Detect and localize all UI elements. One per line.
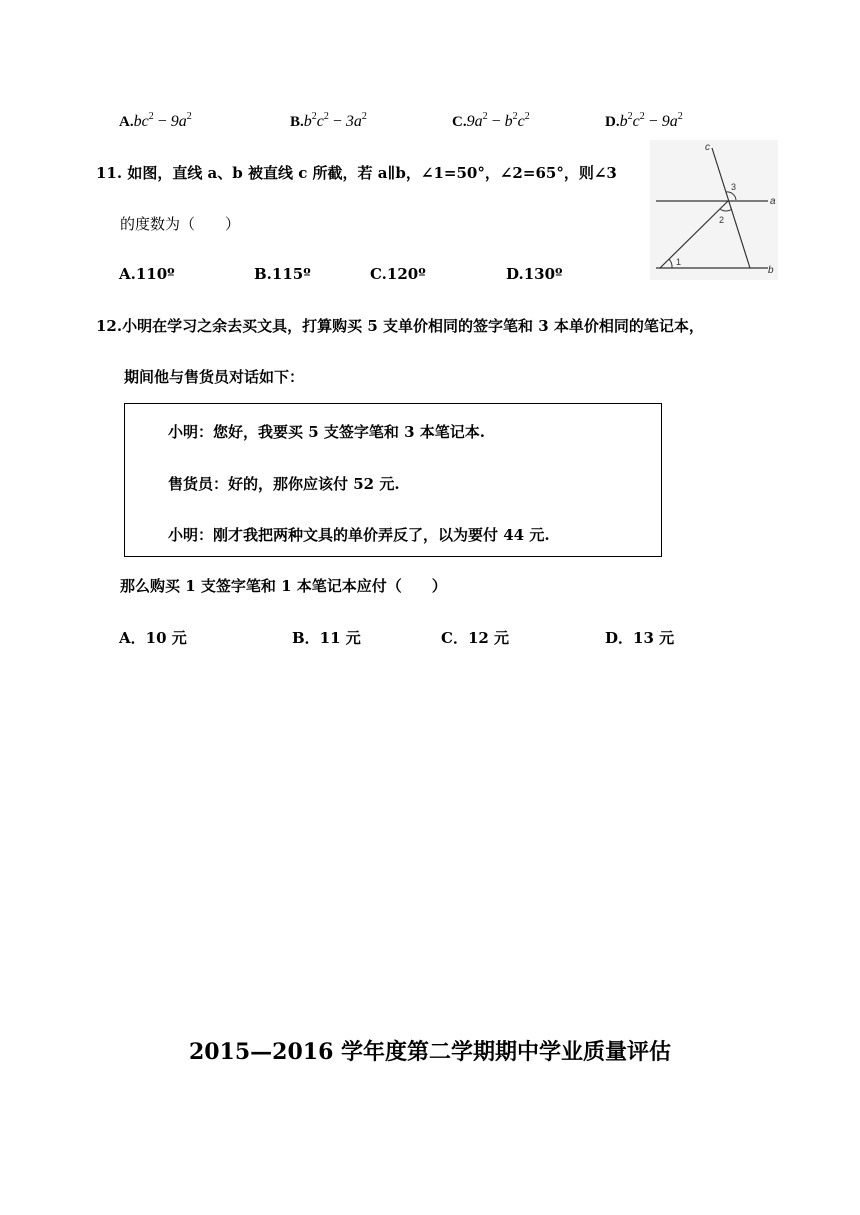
q10-option-b-expr: $b^2c^2 - 3a^2$ [303, 111, 367, 130]
q11-option-c: C.120º [370, 265, 426, 283]
q12-question: 那么购买 1 支签字笔和 1 本笔记本应付（ ） [120, 577, 447, 595]
label-c: c [705, 142, 710, 153]
q12-option-b: B．11 元 [292, 629, 361, 647]
q11-stem-line2: 的度数为（ ） [120, 215, 241, 233]
q12-option-c: C．12 元 [441, 629, 510, 647]
q12-option-d: D．13 元 [605, 629, 675, 647]
q11-option-d: D.130º [506, 265, 563, 283]
q11-option-b: B.115º [254, 265, 311, 283]
label-b: b [768, 265, 774, 276]
q12-option-a: A．10 元 [119, 629, 187, 647]
q12-stem-line1: 12.小明在学习之余去买文具，打算购买 5 支单价相同的签字笔和 3 本单价相同的笔记本， [96, 317, 704, 335]
dialog-line-2: 售货员：好的，那你应该付 52 元. [168, 475, 400, 493]
q11-option-a: A.110º [119, 265, 175, 283]
q11-stem-line1: 11. 如图，直线 a、b 被直线 c 所截，若 a∥b，∠1=50°，∠2=65°，则∠3 [96, 164, 617, 182]
q10-option-d [605, 111, 683, 131]
label-angle2: 2 [719, 215, 725, 225]
q11-parallel-lines-figure [650, 140, 778, 280]
q10-option-d-label: D. [605, 114, 620, 130]
label-angle1: 1 [676, 257, 682, 267]
q12-dialog-box [124, 403, 662, 557]
q10-option-d-expr: $b^2c^2 - 9a^2$ [619, 111, 683, 130]
q10-option-a-label: A. [119, 114, 134, 130]
q10-option-c-expr: $9a^2 - b^2c^2$ [466, 111, 530, 130]
section-title: 2015—2016 学年度第二学期期中学业质量评估 [188, 1039, 672, 1065]
dialog-line-3: 小明：刚才我把两种文具的单价弄反了，以为要付 44 元. [168, 526, 550, 544]
dialog-line-1: 小明：您好，我要买 5 支签字笔和 3 本笔记本. [168, 423, 485, 441]
q10-option-c-label: C. [452, 114, 467, 130]
label-a: a [770, 196, 776, 207]
label-angle3: 3 [731, 182, 737, 192]
q10-option-a-expr: $bc^2 - 9a^2$ [133, 111, 192, 130]
q12-stem-line2: 期间他与售货员对话如下： [124, 368, 305, 386]
q10-option-c [452, 111, 530, 131]
q10-option-b-label: B. [290, 114, 304, 130]
q10-option-b [290, 111, 367, 131]
q10-option-a [119, 111, 192, 131]
